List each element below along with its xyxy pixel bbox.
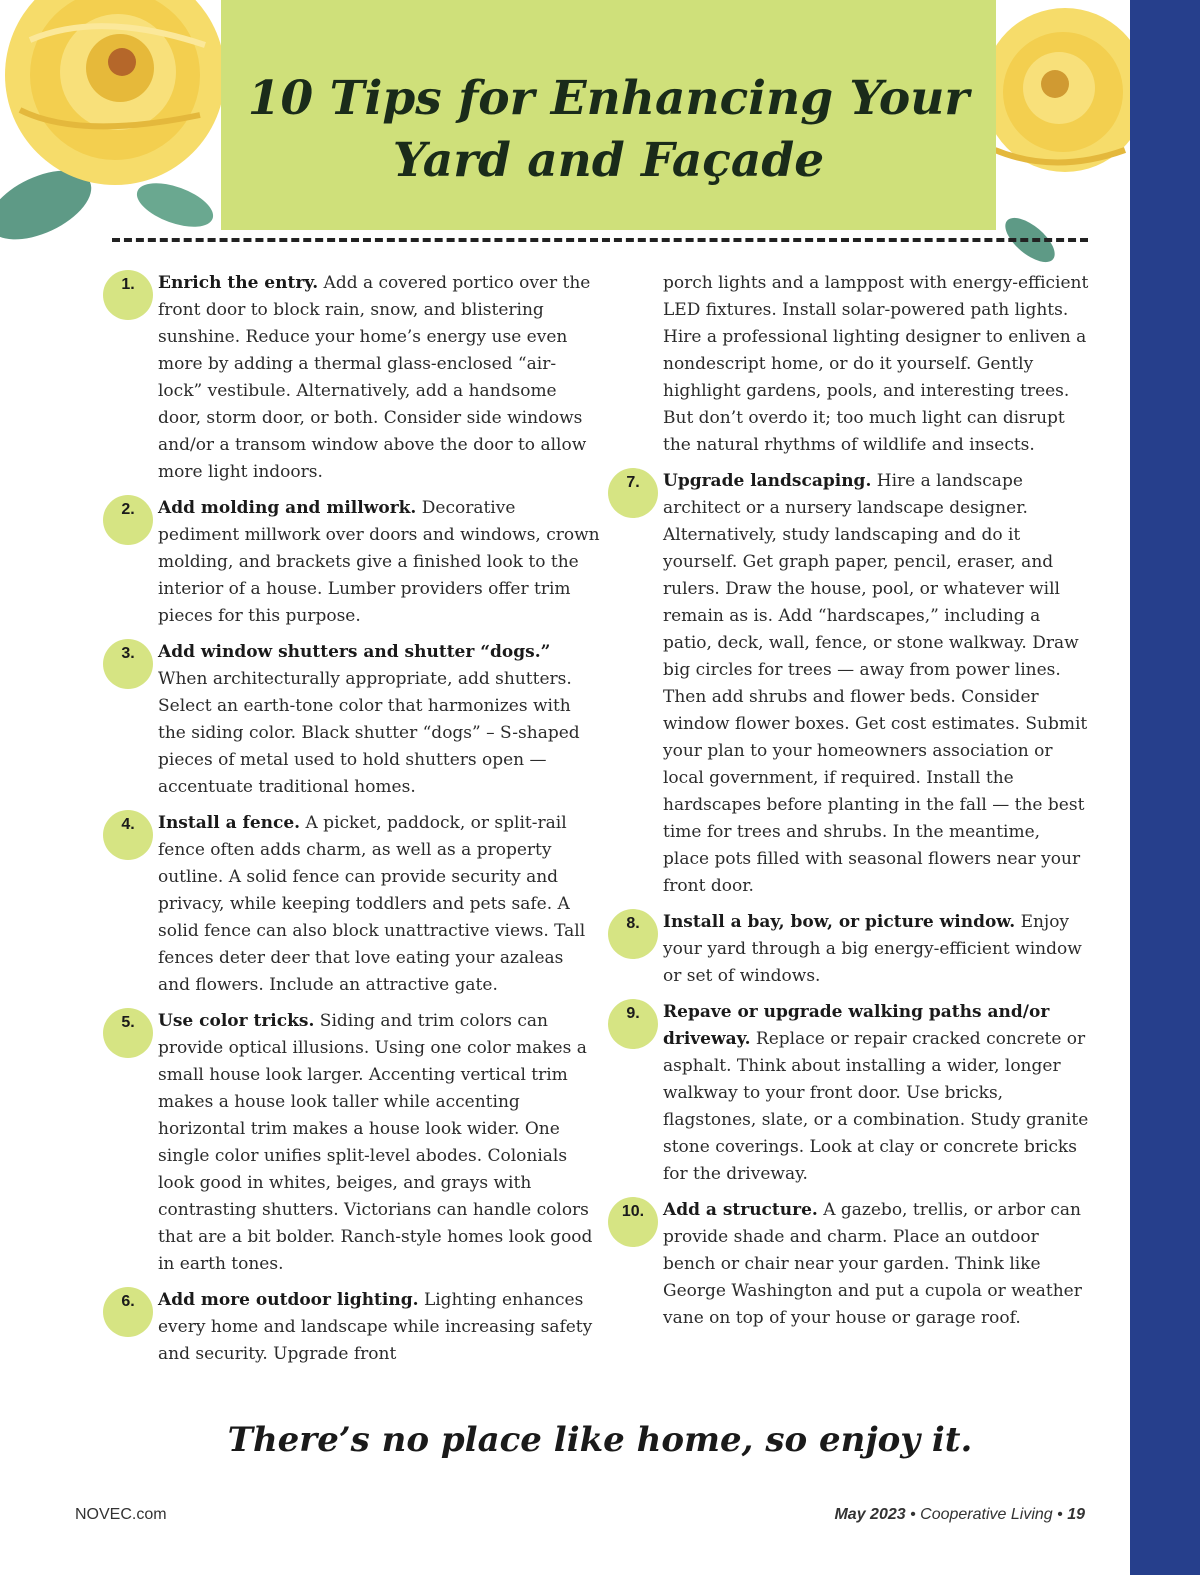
tip-6-continued: porch lights and a lamppost with energy-efficient LED fixtures. Install solar-powered path lights. Hire a professional lighting designer to enliven a nondescript home, or do it yourself. Gently highlight gardens, pools, and interesting trees. But don’t overdo it; too much light can disrupt the natural rhythms of wildlife and insects. (663, 273, 1089, 455)
tip-7 (605, 468, 1090, 900)
tip-number-badge: 6. (103, 1287, 153, 1337)
tip-title: Enrich the entry. (158, 273, 319, 293)
tip-title: Install a bay, bow, or picture window. (663, 912, 1016, 932)
tip-10 (605, 1197, 1090, 1332)
tip-title: Add a structure. (663, 1200, 818, 1220)
tip-number-badge: 1. (103, 270, 153, 320)
tip-title: Use color tricks. (158, 1011, 315, 1031)
tip-body: Siding and trim colors can provide optical illusions. Using one color makes a small house look larger. Accenting vertical trim makes a house look taller while accenting horizontal trim makes a house look wider. One single color unifies split-level abodes. Colonials look good in whites, beiges, and grays with contrasting shutters. Victorians can handle colors that are a bit bolder. Ranch-style homes look good in earth tones. (158, 1011, 593, 1274)
tip-1 (100, 270, 600, 486)
left-column (100, 270, 600, 1377)
page-title (221, 68, 996, 192)
tip-2 (100, 495, 600, 630)
right-column (605, 270, 1090, 1341)
tip-6 (100, 1287, 600, 1368)
tip-title: Add window shutters and shutter “dogs.” (158, 642, 551, 662)
tip-5 (100, 1008, 600, 1278)
footer-site: NOVEC.com (75, 1506, 167, 1523)
tip-number-badge: 9. (608, 999, 658, 1049)
title-line-2: Yard and Façade (392, 133, 825, 188)
tip-body: Replace or repair cracked concrete or asphalt. Think about installing a wider, longer walkway to your front door. Use bricks, flagstones, slate, or a combination. Study granite stone coverings. Look at clay or concrete bricks for the driveway. (663, 1029, 1089, 1184)
tip-title: Repave or upgrade walking paths and/or driveway. (663, 1002, 1050, 1049)
closing-quote: There’s no place like home, so enjoy it. (227, 1420, 973, 1460)
tip-3 (100, 639, 600, 801)
tip-body: Lighting enhances every home and landscape while increasing safety and security. Upgrade front (158, 1290, 593, 1364)
tip-number-badge: 8. (608, 909, 658, 959)
tip-body: When architecturally appropriate, add shutters. Select an earth-tone color that harmonizes with the siding color. Black shutter “dogs” – S-shaped pieces of metal used to hold shutters open — accentuate traditional homes. (158, 669, 580, 797)
tip-title: Upgrade landscaping. (663, 471, 872, 491)
tip-body: A gazebo, trellis, or arbor can provide shade and charm. Place an outdoor bench or chair near your garden. Think like George Washington and put a cupola or weather vane on top of your house or garage roof. (663, 1200, 1082, 1328)
rose-illustration-right (985, 0, 1130, 275)
tip-number-badge: 2. (103, 495, 153, 545)
tip-title: Add more outdoor lighting. (158, 1290, 419, 1310)
title-line-1: 10 Tips for Enhancing Your (247, 71, 970, 126)
tip-title: Install a fence. (158, 813, 301, 833)
rose-illustration-left (0, 0, 230, 245)
tip-9 (605, 999, 1090, 1188)
footer-bullet: • (910, 1506, 916, 1523)
tip-4 (100, 810, 600, 999)
footer-issue-date: May 2023 (834, 1506, 906, 1523)
tip-body: A picket, paddock, or split-rail fence often adds charm, as well as a property outline. A solid fence can provide security and privacy, while keeping toddlers and pets safe. A solid fence can also block unattractive views. Tall fences deter deer that love eating your azaleas and flowers. Include an attractive gate. (158, 813, 586, 995)
title-banner (221, 0, 996, 230)
tip-number-badge: 3. (103, 639, 153, 689)
footer-issue-info (700, 1506, 1085, 1524)
tip-title: Add molding and millwork. (158, 498, 417, 518)
footer-bullet: • (1057, 1506, 1063, 1523)
tip-8 (605, 909, 1090, 990)
side-color-bar (1130, 0, 1200, 1575)
tip-number-badge: 10. (608, 1197, 658, 1247)
tip-body: Add a covered portico over the front door to block rain, snow, and blistering sunshine. Reduce your home’s energy use even more by adding a thermal glass-enclosed “air-lock” vestibule. Alternatively, add a handsome door, storm door, or both. Consider side windows and/or a transom window above the door to allow more light indoors. (158, 273, 591, 482)
tip-number-badge: 7. (608, 468, 658, 518)
dashed-divider (112, 238, 1088, 242)
tip-body: Decorative pediment millwork over doors and windows, crown molding, and brackets give a finished look to the interior of a house. Lumber providers offer trim pieces for this purpose. (158, 498, 600, 626)
footer-page-number: 19 (1067, 1506, 1085, 1523)
tip-number-badge: 4. (103, 810, 153, 860)
tip-body: Hire a landscape architect or a nursery landscape designer. Alternatively, study landscaping and do it yourself. Get graph paper, pencil, eraser, and rulers. Draw the house, pool, or whatever will remain as is. Add “hardscapes,” including a patio, deck, wall, fence, or stone walkway. Draw big circles for trees — away from power lines. Then add shrubs and flower beds. Consider window flower boxes. Get cost estimates. Submit your plan to your homeowners association or local government, if required. Install the hardscapes before planting in the fall — the best time for trees and shrubs. In the meantime, place pots filled with seasonal flowers near your front door. (663, 471, 1088, 896)
tip-body: Enjoy your yard through a big energy-efficient window or set of windows. (663, 912, 1082, 986)
footer-magazine: Cooperative Living (920, 1506, 1053, 1523)
tip-number-badge: 5. (103, 1008, 153, 1058)
